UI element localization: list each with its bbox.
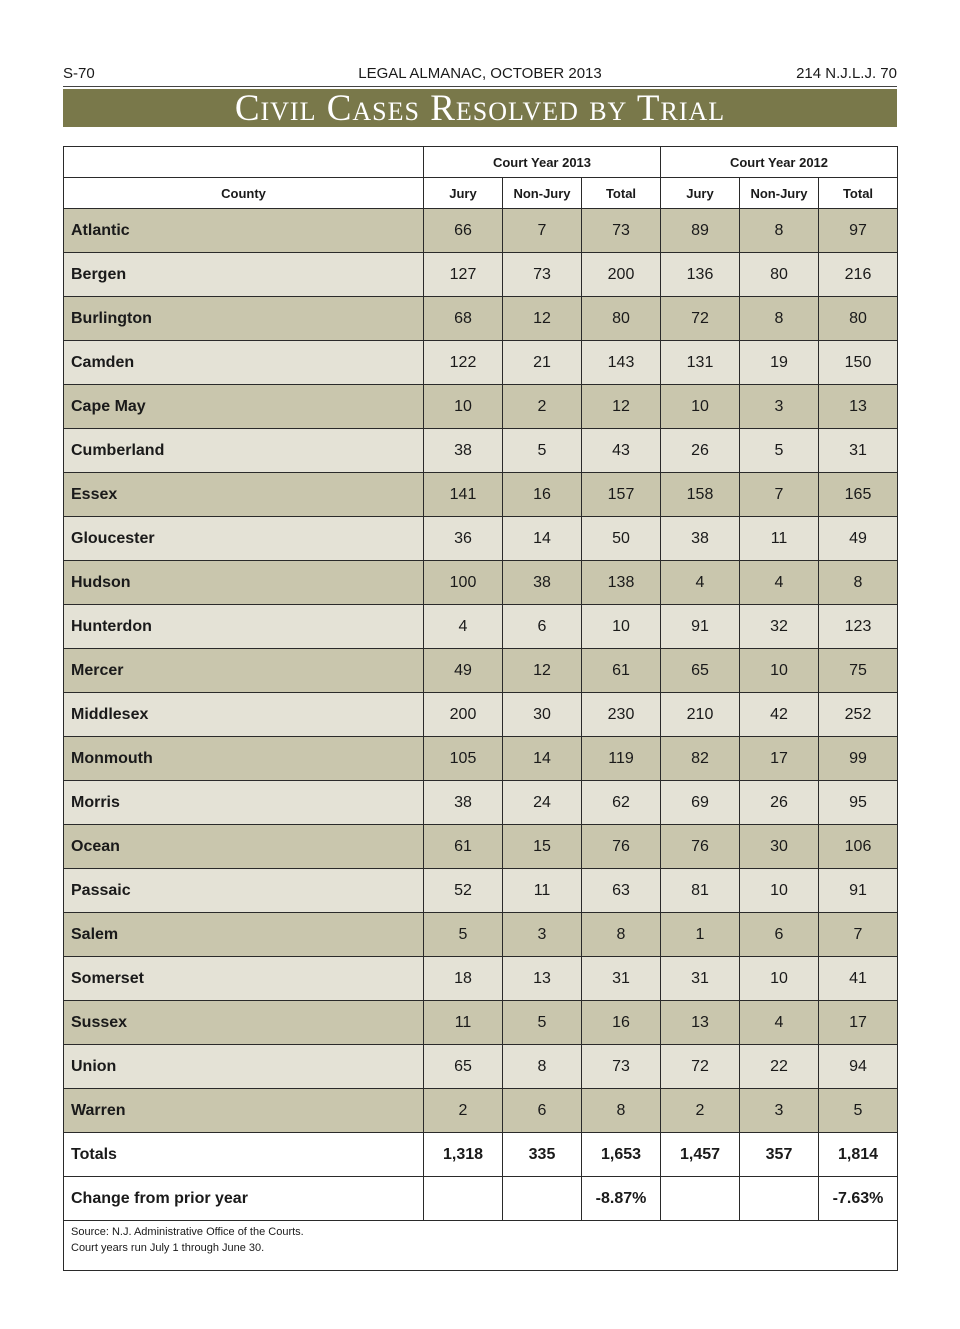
value-cell: 38 (661, 517, 740, 561)
value-cell: 4 (424, 605, 503, 649)
change-cell (424, 1177, 503, 1221)
value-cell: 230 (582, 693, 661, 737)
value-cell: 6 (503, 1089, 582, 1133)
change-cell (740, 1177, 819, 1221)
value-cell: 127 (424, 253, 503, 297)
value-cell: 157 (582, 473, 661, 517)
value-cell: 10 (740, 869, 819, 913)
change-cell: -7.63% (819, 1177, 898, 1221)
value-cell: 123 (819, 605, 898, 649)
value-cell: 11 (424, 1001, 503, 1045)
value-cell: 10 (582, 605, 661, 649)
value-cell: 11 (740, 517, 819, 561)
county-name-cell: Hudson (64, 561, 424, 605)
header-blank-cell (64, 147, 424, 178)
value-cell: 16 (503, 473, 582, 517)
county-name-cell: Morris (64, 781, 424, 825)
totals-cell: 1,318 (424, 1133, 503, 1177)
column-header-total-2013: Total (582, 178, 661, 209)
value-cell: 10 (740, 957, 819, 1001)
value-cell: 4 (661, 561, 740, 605)
value-cell: 3 (740, 1089, 819, 1133)
county-name-cell: Ocean (64, 825, 424, 869)
value-cell: 24 (503, 781, 582, 825)
value-cell: 81 (661, 869, 740, 913)
value-cell: 105 (424, 737, 503, 781)
page-number-right: 214 N.J.L.J. 70 (796, 65, 897, 82)
value-cell: 31 (582, 957, 661, 1001)
table-row (64, 1045, 898, 1089)
change-row (64, 1177, 898, 1221)
table-row (64, 605, 898, 649)
table-row (64, 693, 898, 737)
totals-cell: 357 (740, 1133, 819, 1177)
value-cell: 19 (740, 341, 819, 385)
value-cell: 49 (819, 517, 898, 561)
value-cell: 143 (582, 341, 661, 385)
value-cell: 141 (424, 473, 503, 517)
county-name-cell: Sussex (64, 1001, 424, 1045)
value-cell: 26 (740, 781, 819, 825)
value-cell: 41 (819, 957, 898, 1001)
source-row (64, 1221, 898, 1271)
value-cell: 91 (819, 869, 898, 913)
value-cell: 12 (503, 649, 582, 693)
value-cell: 80 (582, 297, 661, 341)
value-cell: 4 (740, 561, 819, 605)
value-cell: 7 (503, 209, 582, 253)
value-cell: 13 (819, 385, 898, 429)
value-cell: 63 (582, 869, 661, 913)
value-cell: 89 (661, 209, 740, 253)
value-cell: 72 (661, 1045, 740, 1089)
value-cell: 31 (819, 429, 898, 473)
table-footer (64, 1133, 898, 1271)
value-cell: 106 (819, 825, 898, 869)
county-name-cell: Camden (64, 341, 424, 385)
value-cell: 73 (582, 1045, 661, 1089)
table-row (64, 517, 898, 561)
table-row (64, 825, 898, 869)
page-number-left: S-70 (63, 65, 95, 82)
value-cell: 12 (503, 297, 582, 341)
table-row (64, 253, 898, 297)
value-cell: 8 (503, 1045, 582, 1089)
value-cell: 7 (740, 473, 819, 517)
value-cell: 13 (503, 957, 582, 1001)
county-name-cell: Somerset (64, 957, 424, 1001)
value-cell: 2 (661, 1089, 740, 1133)
group-header-2012: Court Year 2012 (661, 147, 898, 178)
value-cell: 49 (424, 649, 503, 693)
column-header-nonjury-2012: Non-Jury (740, 178, 819, 209)
value-cell: 15 (503, 825, 582, 869)
value-cell: 61 (582, 649, 661, 693)
table-row (64, 649, 898, 693)
column-header-jury-2013: Jury (424, 178, 503, 209)
value-cell: 136 (661, 253, 740, 297)
county-name-cell: Middlesex (64, 693, 424, 737)
value-cell: 5 (740, 429, 819, 473)
value-cell: 13 (661, 1001, 740, 1045)
table-row (64, 957, 898, 1001)
value-cell: 150 (819, 341, 898, 385)
value-cell: 80 (819, 297, 898, 341)
value-cell: 252 (819, 693, 898, 737)
value-cell: 82 (661, 737, 740, 781)
value-cell: 32 (740, 605, 819, 649)
county-name-cell: Union (64, 1045, 424, 1089)
value-cell: 38 (424, 781, 503, 825)
value-cell: 131 (661, 341, 740, 385)
county-name-cell: Gloucester (64, 517, 424, 561)
value-cell: 6 (740, 913, 819, 957)
table-row (64, 781, 898, 825)
value-cell: 50 (582, 517, 661, 561)
value-cell: 7 (819, 913, 898, 957)
totals-cell: 1,814 (819, 1133, 898, 1177)
change-cell (661, 1177, 740, 1221)
value-cell: 12 (582, 385, 661, 429)
table-header (64, 147, 898, 209)
value-cell: 10 (661, 385, 740, 429)
value-cell: 38 (503, 561, 582, 605)
value-cell: 3 (503, 913, 582, 957)
value-cell: 10 (424, 385, 503, 429)
value-cell: 16 (582, 1001, 661, 1045)
county-name-cell: Mercer (64, 649, 424, 693)
value-cell: 5 (424, 913, 503, 957)
value-cell: 8 (582, 913, 661, 957)
table-row (64, 869, 898, 913)
column-header-jury-2012: Jury (661, 178, 740, 209)
table-row (64, 473, 898, 517)
value-cell: 91 (661, 605, 740, 649)
value-cell: 8 (740, 209, 819, 253)
value-cell: 14 (503, 517, 582, 561)
value-cell: 76 (582, 825, 661, 869)
value-cell: 94 (819, 1045, 898, 1089)
value-cell: 43 (582, 429, 661, 473)
value-cell: 72 (661, 297, 740, 341)
value-cell: 138 (582, 561, 661, 605)
value-cell: 52 (424, 869, 503, 913)
totals-cell: 335 (503, 1133, 582, 1177)
value-cell: 30 (503, 693, 582, 737)
county-name-cell: Monmouth (64, 737, 424, 781)
value-cell: 158 (661, 473, 740, 517)
value-cell: 99 (819, 737, 898, 781)
county-name-cell: Burlington (64, 297, 424, 341)
value-cell: 17 (740, 737, 819, 781)
county-name-cell: Cumberland (64, 429, 424, 473)
value-cell: 95 (819, 781, 898, 825)
value-cell: 216 (819, 253, 898, 297)
value-cell: 200 (424, 693, 503, 737)
table-row (64, 429, 898, 473)
county-name-cell: Salem (64, 913, 424, 957)
totals-label: Totals (64, 1133, 424, 1177)
value-cell: 17 (819, 1001, 898, 1045)
value-cell: 97 (819, 209, 898, 253)
value-cell: 8 (819, 561, 898, 605)
table-row (64, 737, 898, 781)
value-cell: 75 (819, 649, 898, 693)
value-cell: 30 (740, 825, 819, 869)
publication-title: LEGAL ALMANAC, OCTOBER 2013 (358, 65, 602, 82)
value-cell: 18 (424, 957, 503, 1001)
value-cell: 4 (740, 1001, 819, 1045)
county-name-cell: Bergen (64, 253, 424, 297)
page-header (63, 63, 897, 85)
value-cell: 22 (740, 1045, 819, 1089)
table-row (64, 341, 898, 385)
county-name-cell: Warren (64, 1089, 424, 1133)
value-cell: 10 (740, 649, 819, 693)
table-row (64, 209, 898, 253)
header-rule (63, 86, 897, 87)
value-cell: 200 (582, 253, 661, 297)
totals-row (64, 1133, 898, 1177)
value-cell: 14 (503, 737, 582, 781)
value-cell: 119 (582, 737, 661, 781)
value-cell: 66 (424, 209, 503, 253)
value-cell: 210 (661, 693, 740, 737)
group-header-2013: Court Year 2013 (424, 147, 661, 178)
value-cell: 26 (661, 429, 740, 473)
county-name-cell: Cape May (64, 385, 424, 429)
value-cell: 8 (740, 297, 819, 341)
county-name-cell: Hunterdon (64, 605, 424, 649)
value-cell: 100 (424, 561, 503, 605)
column-header-total-2012: Total (819, 178, 898, 209)
value-cell: 21 (503, 341, 582, 385)
value-cell: 3 (740, 385, 819, 429)
value-cell: 73 (503, 253, 582, 297)
table-row (64, 297, 898, 341)
value-cell: 31 (661, 957, 740, 1001)
court-year-note: Court years run July 1 through June 30. (71, 1242, 265, 1254)
value-cell: 42 (740, 693, 819, 737)
table-row (64, 1089, 898, 1133)
value-cell: 73 (582, 209, 661, 253)
source-line: Source: N.J. Administrative Office of the Courts. (71, 1226, 304, 1238)
table-row (64, 913, 898, 957)
value-cell: 65 (424, 1045, 503, 1089)
county-name-cell: Essex (64, 473, 424, 517)
table-body (64, 209, 898, 1133)
value-cell: 38 (424, 429, 503, 473)
value-cell: 8 (582, 1089, 661, 1133)
value-cell: 65 (661, 649, 740, 693)
table-row (64, 1001, 898, 1045)
value-cell: 6 (503, 605, 582, 649)
value-cell: 2 (424, 1089, 503, 1133)
value-cell: 122 (424, 341, 503, 385)
value-cell: 11 (503, 869, 582, 913)
column-header-county: County (64, 178, 424, 209)
change-cell: -8.87% (582, 1177, 661, 1221)
value-cell: 61 (424, 825, 503, 869)
value-cell: 68 (424, 297, 503, 341)
value-cell: 5 (503, 429, 582, 473)
county-name-cell: Atlantic (64, 209, 424, 253)
value-cell: 76 (661, 825, 740, 869)
totals-cell: 1,653 (582, 1133, 661, 1177)
change-cell (503, 1177, 582, 1221)
value-cell: 2 (503, 385, 582, 429)
change-label: Change from prior year (64, 1177, 424, 1221)
page-title: Civil Cases Resolved by Trial (63, 89, 897, 127)
value-cell: 80 (740, 253, 819, 297)
value-cell: 5 (819, 1089, 898, 1133)
cases-table (63, 146, 898, 1271)
value-cell: 69 (661, 781, 740, 825)
value-cell: 36 (424, 517, 503, 561)
column-header-nonjury-2013: Non-Jury (503, 178, 582, 209)
table-row (64, 561, 898, 605)
value-cell: 1 (661, 913, 740, 957)
source-note (64, 1221, 898, 1271)
table-row (64, 385, 898, 429)
totals-cell: 1,457 (661, 1133, 740, 1177)
value-cell: 5 (503, 1001, 582, 1045)
county-name-cell: Passaic (64, 869, 424, 913)
value-cell: 62 (582, 781, 661, 825)
value-cell: 165 (819, 473, 898, 517)
